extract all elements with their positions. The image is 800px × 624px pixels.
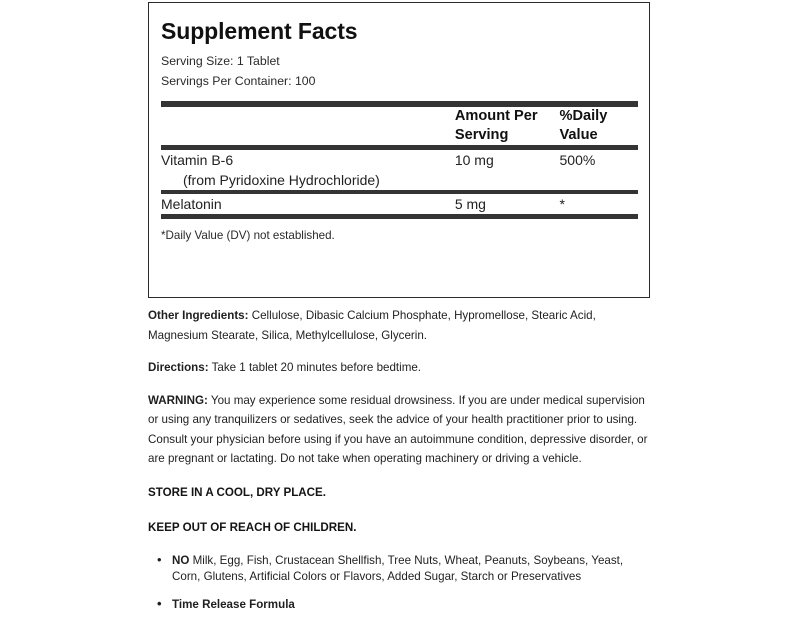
bullet-allergen-text: Milk, Egg, Fish, Crustacean Shellfish, Tree Nuts, Wheat, Peanuts, Soybeans, Yeast, Corn, Glutens, Artificial Colors or Flavors, Added Sugar, Starch or Preservatives <box>172 553 624 583</box>
list-item <box>148 597 648 614</box>
daily-value-footnote: *Daily Value (DV) not established. <box>161 229 335 242</box>
list-item <box>148 553 648 586</box>
other-ingredients-paragraph <box>148 306 648 345</box>
row-amount: 10 mg <box>454 152 494 168</box>
nutrition-table <box>161 107 638 145</box>
other-ingredients-label: Other Ingredients: <box>148 309 249 322</box>
header-amount-line1: Amount Per <box>454 108 538 124</box>
table-row <box>161 150 638 190</box>
header-dv-line2: Value <box>559 127 598 143</box>
table-header-row <box>161 107 638 145</box>
header-amount-line2: Serving <box>454 127 509 143</box>
servings-per-container: Servings Per Container: 100 <box>161 74 316 88</box>
serving-info <box>161 51 638 91</box>
nutrition-row-melatonin <box>161 194 638 214</box>
row-nutrient-name-cell <box>161 150 455 190</box>
storage-notice: STORE IN A COOL, DRY PLACE. <box>148 485 327 499</box>
directions-paragraph <box>148 358 648 378</box>
row-daily-value: * <box>559 196 565 212</box>
header-cell-nutrient <box>161 107 455 145</box>
nutrient-name: Vitamin B-6 <box>161 152 234 168</box>
bullet-time-release-text: Time Release Formula <box>172 597 295 611</box>
supplement-facts-panel <box>148 2 650 298</box>
header-cell-amount <box>455 107 560 145</box>
nutrient-name: Melatonin <box>161 196 222 212</box>
warning-paragraph <box>148 391 648 469</box>
other-ingredients-text: Cellulose, Dibasic Calcium Phosphate, Hypromellose, Stearic Acid, Magnesium Stearate, Silica, Methylcellulose, Glycerin. <box>148 309 596 342</box>
keep-out-of-reach-notice: KEEP OUT OF REACH OF CHILDREN. <box>148 520 357 534</box>
serving-size: Serving Size: 1 Tablet <box>161 54 280 68</box>
directions-text: Take 1 tablet 20 minutes before bedtime. <box>208 361 422 374</box>
header-cell-daily-value <box>560 107 639 145</box>
page-title: Supplement Facts <box>161 18 358 44</box>
bullet-lead-no: NO <box>172 553 190 567</box>
row-daily-value: 500% <box>559 152 596 168</box>
claims-bullet-list <box>148 553 648 614</box>
nutrition-row-vitamin-b6 <box>161 150 638 190</box>
header-dv-line1: %Daily <box>559 108 608 124</box>
warning-label: WARNING: <box>148 393 208 407</box>
nutrient-source: (from Pyridoxine Hydrochloride) <box>183 172 380 188</box>
directions-label: Directions: <box>148 361 209 374</box>
rule-bottom <box>161 214 638 219</box>
label-body-copy <box>148 306 648 624</box>
table-row <box>161 194 638 214</box>
warning-text: You may experience some residual drowsiness. If you are under medical supervision or using any tranquilizers or sedatives, seek the advice of your health practitioner prior to using. Consult your physician before using if you have an autoimmune condition, depressive disorder, or are pregnant or lactating. Do not take when operating machinery or driving a vehicle. <box>148 393 648 465</box>
row-amount: 5 mg <box>454 196 486 212</box>
row-nutrient-name-cell <box>161 194 455 214</box>
